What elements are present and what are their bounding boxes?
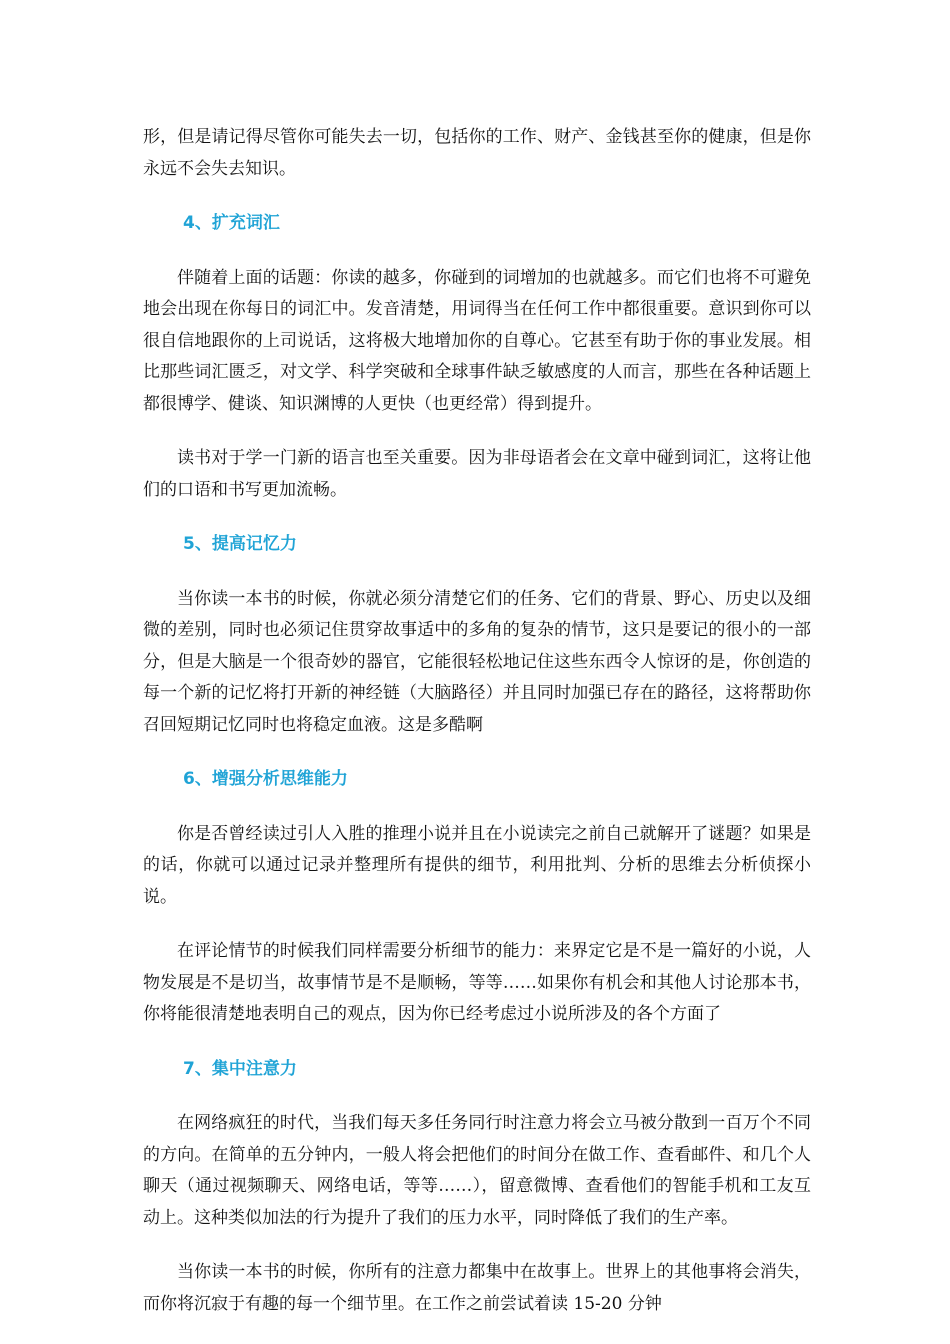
paragraph-vocabulary-1: 伴随着上面的话题：你读的越多，你碰到的词增加的也就越多。而它们也将不可避免地会出现在你每日的词汇中。发音清楚，用词得当在任何工作中都很重要。意识到你可以很自信地跟你的上司说话，这将极大地增加你的自尊心。它甚至有助于你的事业发展。相比那些词汇匮乏，对文学、科学突破和全球事件缺乏敏感度的人而言，那些在各种话题上都很博学、健谈、知识渊博的人更快（也更经常）得到提升。 xyxy=(143,267,811,414)
paragraph-memory-1: 当你读一本书的时候，你就必须分清楚它们的任务、它们的背景、野心、历史以及细微的差别，同时也必须记住贯穿故事适中的多角的复杂的情节，这只是要记的很小的一部分，但是大脑是一个很奇妙的器官，它能很轻松地记住这些东西令人惊讶的是，你创造的每一个新的记忆将打开新的神经链（大脑路径）并且同时加强已存在的路径，这将帮助你召回短期记忆同时也将稳定血液。这是多酷啊 xyxy=(143,588,811,735)
document-page xyxy=(143,122,811,1320)
paragraph-gap xyxy=(143,741,811,764)
paragraph-gap xyxy=(143,913,811,936)
paragraph-analysis-2: 在评论情节的时候我们同样需要分析细节的能力：来界定它是不是一篇好的小说，人物发展是不是切当，故事情节是不是顺畅，等等……如果你有机会和其他人讨论那本书，你将能很清楚地表明自己的观点，因为你已经考虑过小说所涉及的各个方面了 xyxy=(143,941,811,1024)
paragraph-focus-1: 在网络疯狂的时代，当我们每天多任务同行时注意力将会立马被分散到一百万个不同的方向。在简单的五分钟内，一般人将会把他们的时间分在做工作、查看邮件、和几个人聊天（通过视频聊天、网络电话，等等……），留意微博、查看他们的智能手机和工友互动上。这种类似加法的行为提升了我们的压力水平，同时降低了我们的生产率。 xyxy=(143,1113,811,1228)
paragraph-gap xyxy=(143,420,811,443)
paragraph-gap xyxy=(143,1031,811,1054)
paragraph-gap xyxy=(143,1234,811,1257)
section-heading-focus: 7、集中注意力 xyxy=(183,1058,297,1079)
paragraph-gap xyxy=(143,240,811,263)
section-heading-memory: 5、提高记忆力 xyxy=(183,534,297,554)
paragraph-gap xyxy=(143,1085,811,1108)
paragraph-vocabulary-2: 读书对于学一门新的语言也至关重要。因为非母语者会在文章中碰到词汇，这将让他们的口语和书写更加流畅。 xyxy=(143,448,811,500)
section-heading-vocabulary: 4、扩充词汇 xyxy=(183,213,280,233)
paragraph-gap xyxy=(143,561,811,584)
paragraph-continuation: 形，但是请记得尽管你可能失去一切，包括你的工作、财产、金钱甚至你的健康，但是你永远不会失去知识。 xyxy=(143,127,811,179)
paragraph-gap xyxy=(143,796,811,819)
paragraph-focus-2: 当你读一本书的时候，你所有的注意力都集中在故事上。世界上的其他事将会消失，而你将沉寂于有趣的每一个细节里。在工作之前尝试着读 15-20 分钟 xyxy=(143,1262,811,1314)
paragraph-gap xyxy=(143,506,811,529)
paragraph-gap xyxy=(143,185,811,208)
paragraph-analysis-1: 你是否曾经读过引人入胜的推理小说并且在小说读完之前自己就解开了谜题？如果是的话，你就可以通过记录并整理所有提供的细节，利用批判、分析的思维去分析侦探小说。 xyxy=(143,823,811,907)
section-heading-analysis: 6、增强分析思维能力 xyxy=(183,769,348,789)
